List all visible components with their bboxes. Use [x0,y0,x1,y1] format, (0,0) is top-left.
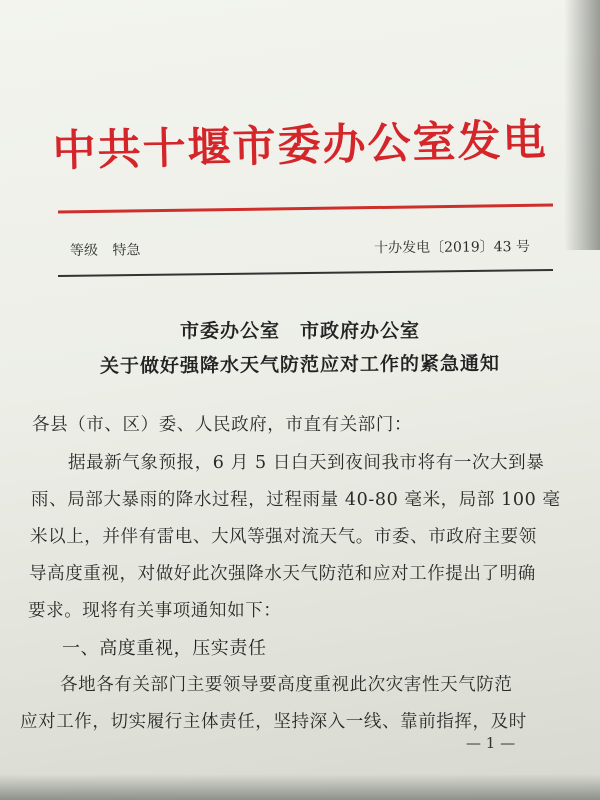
paragraph-line: 雨、局部大暴雨的降水过程，过程雨量 40-80 毫米，局部 100 毫 [31,490,561,510]
paragraph-line: 要求。现将有关事项通知如下： [28,601,282,621]
urgency-grade-value: 特急 [112,242,141,259]
page-bottom-shadow [0,774,600,800]
urgency-grade-label: 等级 [69,242,99,260]
paragraph-line: 应对工作，切实履行主体责任，坚持深入一线、靠前指挥，及时 [20,712,527,732]
paragraph-line: 各地各有关部门主要领导要高度重视此次灾害性天气防范 [60,675,513,695]
red-separator-line [58,204,553,214]
black-separator-line [58,269,553,277]
salutation: 各县（市、区）委、人民政府，市直有关部门： [32,415,413,435]
section-heading: 一、高度重视，压实责任 [62,638,267,659]
paragraph-line: 导高度重视，对做好此次强降水天气防范和应对工作提出了明确 [29,564,536,584]
document-number: 十办发电〔2019〕43 号 [374,238,531,257]
paragraph-line: 米以上，并伴有雷电、大风等强对流天气。市委、市政府主要领 [30,527,537,547]
page-number: — 1 — [466,734,516,752]
document-meta-row [70,236,530,260]
document-title-line-1: 市委办公室 市政府办公室 [179,320,420,342]
document-title-line-2: 关于做好强降水天气防范应对工作的紧急通知 [99,352,501,378]
paragraph-line: 据最新气象预报，6 月 5 日白天到夜间我市将有一次大到暴 [68,453,545,473]
issuing-office-header: 中共十堰市委办公室发电 [52,115,549,177]
